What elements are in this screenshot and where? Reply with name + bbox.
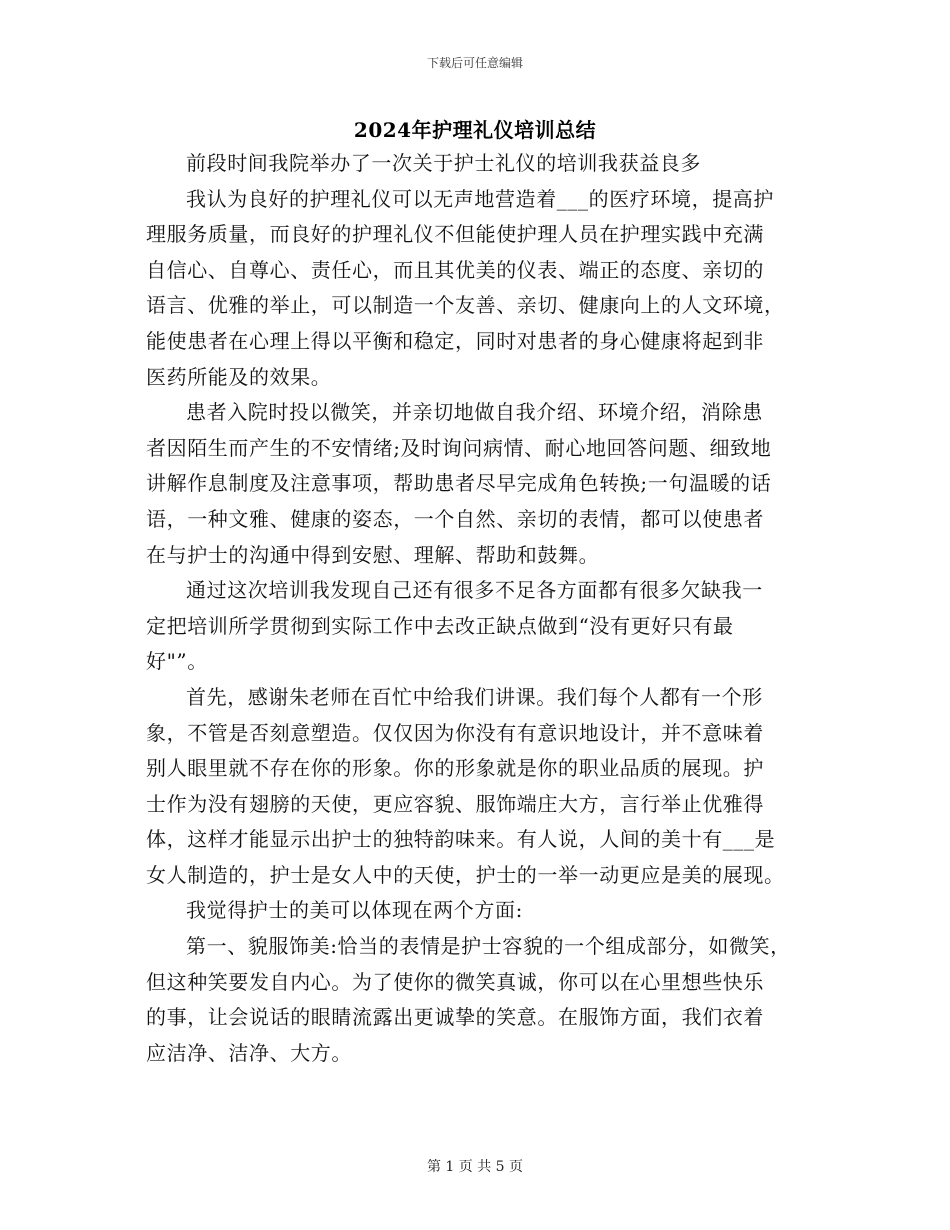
header-note: 下载后可任意编辑 bbox=[426, 56, 523, 70]
paragraph-line: 士作为没有翅膀的天使，更应容貌、服饰端庄大方，言行举止优雅得 bbox=[146, 791, 764, 816]
paragraph-line: 通过这次培训我发现自己还有很多不足各方面都有很多欠缺我一 bbox=[186, 578, 763, 603]
paragraph-line: 定把培训所学贯彻到实际工作中去改正缺点做到“没有更好只有最 bbox=[146, 613, 734, 638]
paragraph-line: 的事，让会说话的眼睛流露出更诚挚的笑意。在服饰方面，我们衣着 bbox=[146, 1005, 764, 1030]
paragraph-line: 患者入院时投以微笑，并亲切地做自我介绍、环境介绍，消除患 bbox=[186, 400, 763, 425]
paragraph-line: 我觉得护士的美可以体现在两个方面: bbox=[186, 898, 523, 923]
paragraph-line: 女人制造的，护士是女人中的天使，护士的一举一动更应是美的展现。 bbox=[146, 862, 785, 887]
paragraph-line: 讲解作息制度及注意事项，帮助患者尽早完成角色转换;一句温暖的话 bbox=[146, 471, 772, 496]
paragraph-line: 医药所能及的效果。 bbox=[146, 364, 332, 389]
paragraph-line: 在与护士的沟通中得到安慰、理解、帮助和鼓舞。 bbox=[146, 542, 600, 567]
paragraph-line: 但这种笑要发自内心。为了使你的微笑真诚，你可以在心里想些快乐 bbox=[146, 969, 764, 994]
paragraph-line: 象，不管是否刻意塑造。仅仅因为你没有有意识地设计，并不意味着 bbox=[146, 720, 764, 745]
paragraph-line: 好"”。 bbox=[146, 649, 208, 674]
paragraph-line: 应洁净、洁净、大方。 bbox=[146, 1040, 352, 1065]
paragraph-line: 体，这样才能显示出护士的独特韵味来。有人说，人间的美十有___是 bbox=[146, 827, 776, 852]
page-number: 第 1 页 共 5 页 bbox=[426, 1159, 524, 1175]
paragraph-line: 首先，感谢朱老师在百忙中给我们讲课。我们每个人都有一个形 bbox=[186, 684, 763, 709]
paragraph-line: 能使患者在心理上得以平衡和稳定，同时对患者的身心健康将起到非 bbox=[146, 328, 764, 353]
paragraph-line: 自信心、自尊心、责任心，而且其优美的仪表、端正的态度、亲切的 bbox=[146, 257, 764, 282]
paragraph-line: 语言、优雅的举止，可以制造一个友善、亲切、健康向上的人文环境， bbox=[146, 293, 785, 318]
paragraph-line: 别人眼里就不存在你的形象。你的形象就是你的职业品质的展现。护 bbox=[146, 756, 764, 781]
paragraph-line: 我认为良好的护理礼仪可以无声地营造着___的医疗环境，提高护 bbox=[186, 186, 774, 211]
paragraph-line: 前段时间我院举办了一次关于护士礼仪的培训我获益良多 bbox=[186, 151, 701, 175]
paragraph-line: 者因陌生而产生的不安情绪;及时询问病情、耐心地回答问题、细致地 bbox=[146, 435, 772, 460]
paragraph-line: 语，一种文雅、健康的姿态，一个自然、亲切的表情，都可以使患者 bbox=[146, 506, 764, 531]
paragraph-line: 第一、貌服饰美:恰当的表情是护士容貌的一个组成部分，如微笑， bbox=[186, 934, 791, 959]
paragraph-line: 理服务质量，而良好的护理礼仪不但能使护理人员在护理实践中充满 bbox=[146, 222, 764, 247]
document-body bbox=[146, 146, 816, 1071]
document-title: 2024年护理礼仪培训总结 bbox=[353, 118, 597, 142]
